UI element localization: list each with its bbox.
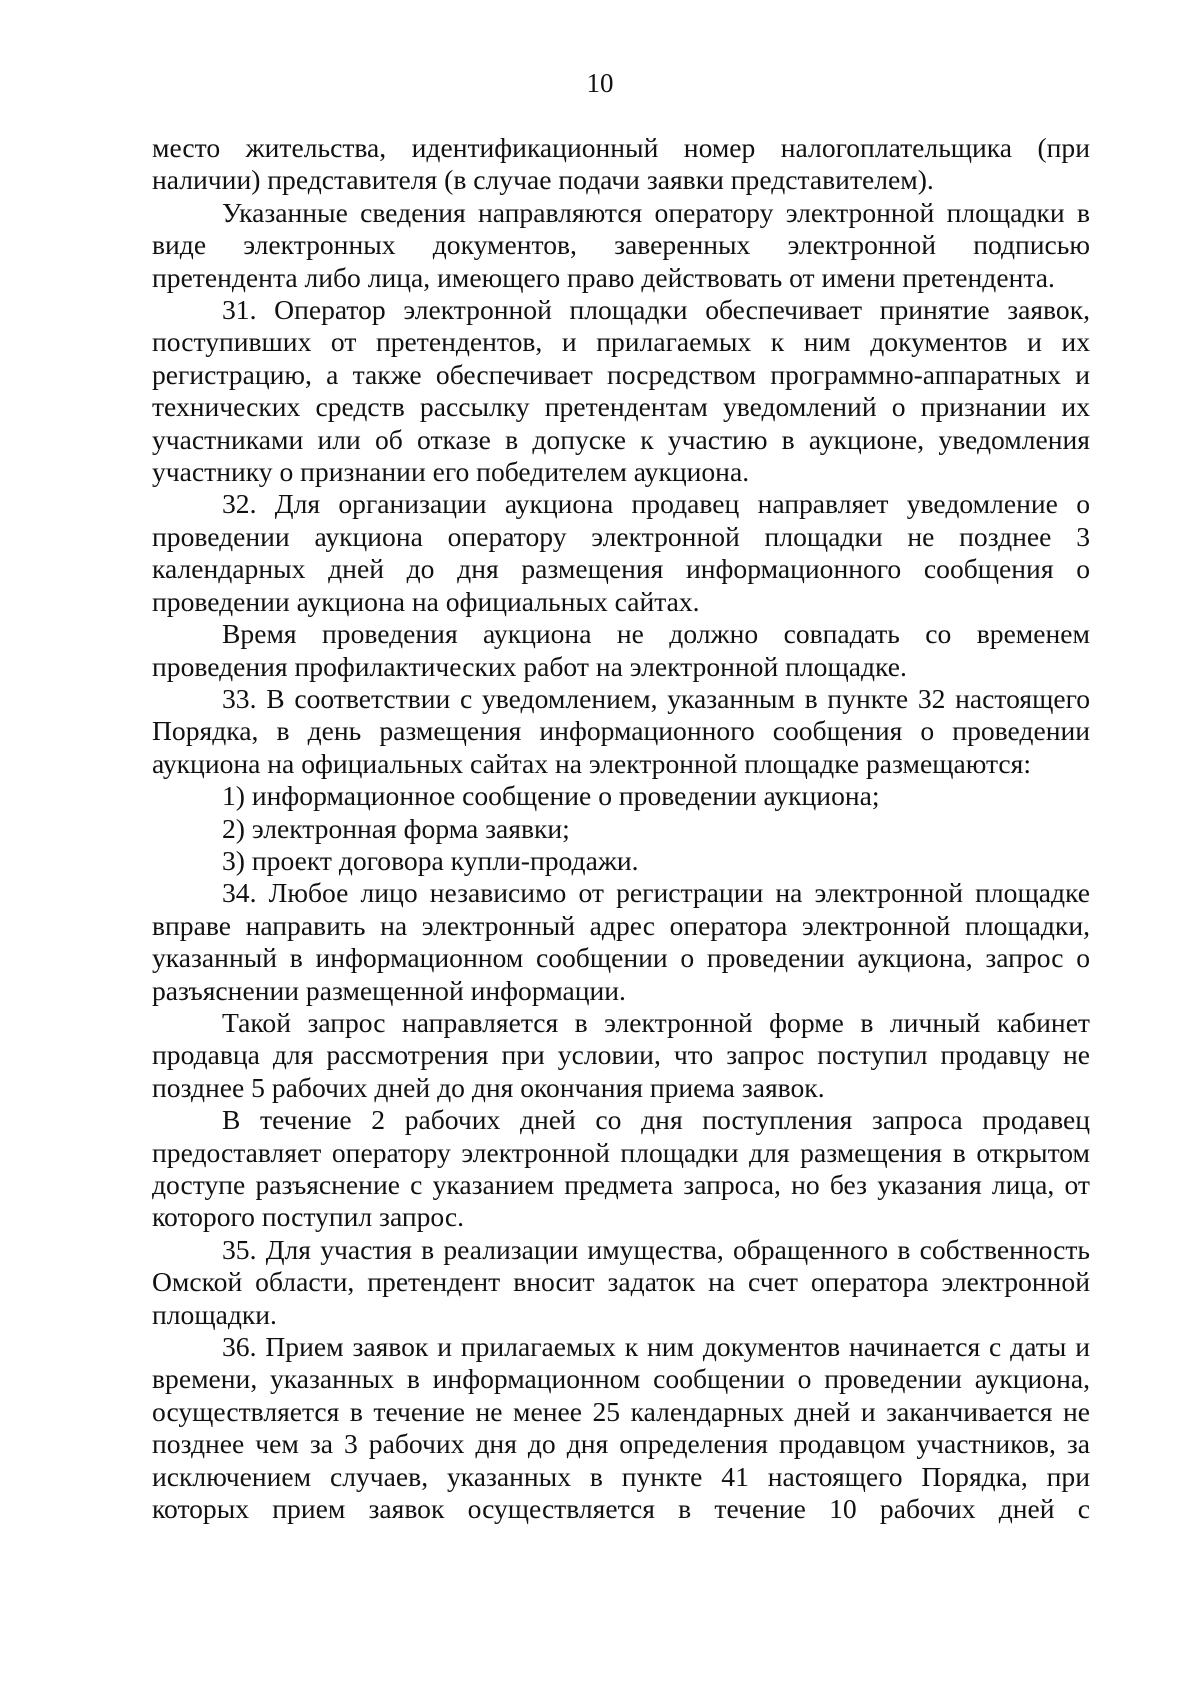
paragraph-item-34: 34. Любое лицо независимо от регистрации на электронной площадке вправе направить на электронный адрес оператора электронной площадки, указанный в информационном сообщении о проведении аукциона, запрос о разъяснении размещенной информации.	[152, 877, 1090, 1006]
paragraph-item-33: 33. В соответствии с уведомлением, указанным в пункте 32 настоящего Порядка, в день размещения информационного сообщения о проведении аукциона на официальных сайтах на электронной площадке размещаются:	[152, 682, 1090, 779]
paragraph-item-32: 32. Для организации аукциона продавец направляет уведомление о проведении аукциона оператору электронной площадки не позднее 3 календарных дней до дня размещения информационного сообщения о проведении аукциона на официальных сайтах.	[152, 488, 1090, 617]
document-body	[152, 132, 1090, 1525]
page-number: 10	[586, 68, 614, 98]
list-item: 1) информационное сообщение о проведении аукциона;	[222, 780, 880, 812]
paragraph-continuation: место жительства, идентификационный номер налогоплательщика (при наличии) представителя (в случае подачи заявки представителем).	[152, 132, 1090, 196]
paragraph: Такой запрос направляется в электронной форме в личный кабинет продавца для рассмотрения при условии, что запрос поступил продавцу не позднее 5 рабочих дней до дня окончания приема заявок.	[152, 1006, 1090, 1103]
paragraph-item-35: 35. Для участия в реализации имущества, обращенного в собственность Омской области, претендент вносит задаток на счет оператора электронной площадки.	[152, 1233, 1090, 1330]
paragraph: Указанные сведения направляются оператору электронной площадки в виде электронных документов, заверенных электронной подписью претендента либо лица, имеющего право действовать от имени претендента.	[152, 196, 1090, 293]
paragraph-item-31: 31. Оператор электронной площадки обеспечивает принятие заявок, поступивших от претендентов, и прилагаемых к ним документов и их регистрацию, а также обеспечивает посредством программно-аппаратных и технических средств рассылку претендентам уведомлений о признании их участниками или об отказе в допуске к участию в аукционе, уведомления участнику о признании его победителем аукциона.	[152, 294, 1090, 488]
list-item: 2) электронная форма заявки;	[222, 812, 570, 844]
paragraph: В течение 2 рабочих дней со дня поступления запроса продавец предоставляет оператору электронной площадки для размещения в открытом доступе разъяснение с указанием предмета запроса, но без указания лица, от которого поступил запрос.	[152, 1104, 1090, 1233]
list-item: 3) проект договора купли-продажи.	[222, 844, 639, 876]
paragraph: Время проведения аукциона не должно совпадать со временем проведения профилактических работ на электронной площадке.	[152, 618, 1090, 682]
paragraph-item-36: 36. Прием заявок и прилагаемых к ним документов начинается с даты и времени, указанных в информационном сообщении о проведении аукциона, осуществляется в течение не менее 25 календарных дней и заканчивается не позднее чем за 3 рабочих дня до дня определения продавцом участников, за исключением случаев, указанных в пункте 41 настоящего Порядка, при которых прием заявок осуществляется в течение 10 рабочих дней с	[152, 1331, 1090, 1525]
